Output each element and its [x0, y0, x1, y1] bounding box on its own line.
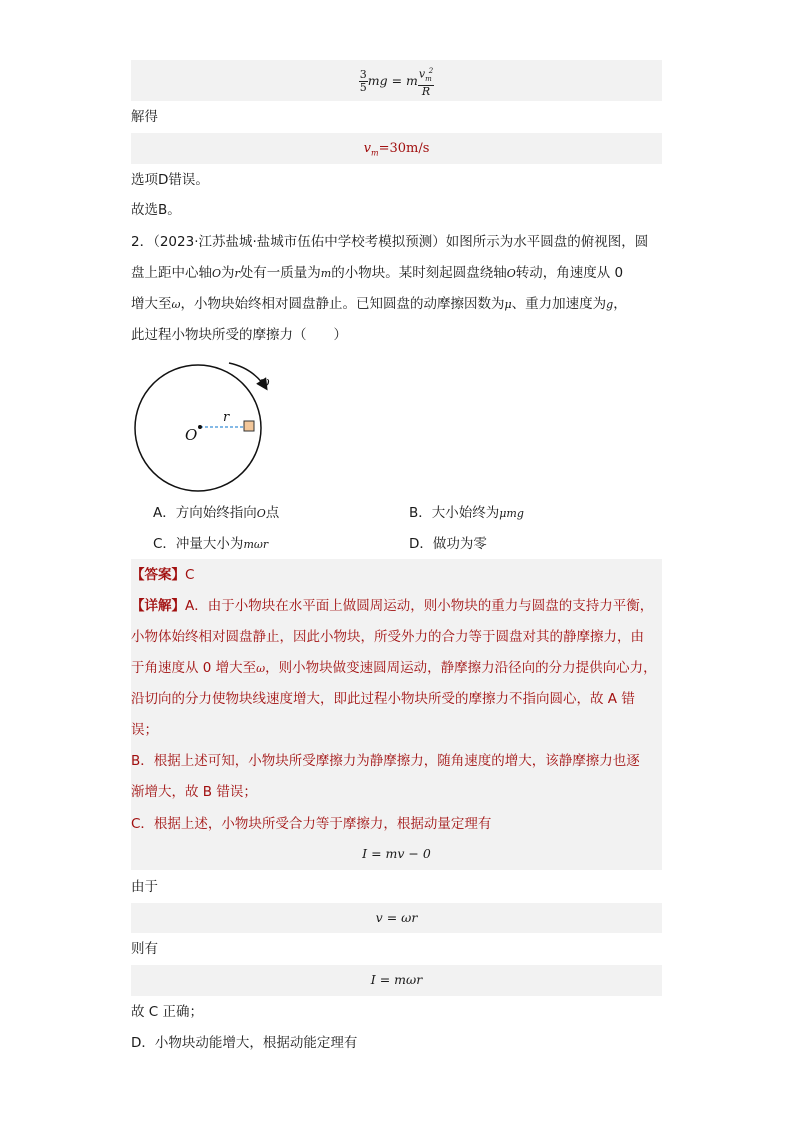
option-d[interactable]: D．做功为零 [409, 536, 487, 552]
formula-v-omega-r: v = ωr [375, 910, 418, 925]
text-d-kinetic: D．小物块动能增大，根据动能定理有 [131, 1035, 358, 1051]
text-option-d-wrong: 选项D错误。 [131, 172, 209, 188]
answer-line: 【答案】C [131, 567, 195, 583]
question-2-line-1: 2．（2023·江苏盐城·盐城市伍佑中学校考模拟预测）如图所示为水平圆盘的俯视图，圆 [131, 234, 649, 250]
omega-label: ω [259, 375, 270, 390]
text-jiede: 解得 [131, 109, 158, 125]
text-c-correct: 故 C 正确； [131, 1004, 204, 1020]
formula-vm: $v_m=30m/s$ [363, 141, 430, 158]
detail-line-6: B．根据上述可知，小物块所受摩擦力为静摩擦力，随角速度的增大，该静摩擦力也逐 [131, 753, 640, 769]
formula-centripetal: $\frac{3}{5}$ mg = m $\frac{v_m^2}{R}$ [359, 67, 434, 98]
text-choose-b: 故选B。 [131, 202, 181, 218]
text-zeyou: 则有 [131, 941, 158, 957]
detail-line-7: 渐增大，故 B 错误； [131, 784, 257, 800]
detail-line-3: 于角速度从 0 增大至ω，则小物块做变速圆周运动，静摩擦力沿径向的分力提供向心力， [131, 660, 657, 676]
question-2-line-3: 增大至ω，小物块始终相对圆盘静止。已知圆盘的动摩擦因数为μ、重力加速度为g， [131, 296, 627, 312]
disc-figure [128, 358, 288, 498]
option-b[interactable]: B．大小始终为μmg [409, 505, 524, 521]
question-2-line-2: 盘上距中心轴O为r处有一质量为m的小物块。某时刻起圆盘绕轴O转动，角速度从 0 [131, 265, 624, 281]
detail-line-8: C．根据上述，小物块所受合力等于摩擦力，根据动量定理有 [131, 816, 492, 832]
detail-line-1: 【详解】A．由于小物块在水平面上做圆周运动，则小物块的重力与圆盘的支持力平衡， [131, 598, 654, 614]
radius-label: r [223, 410, 230, 425]
formula-impulse: I = mv − 0 [362, 846, 431, 861]
small-block [244, 421, 254, 431]
center-dot [198, 425, 202, 429]
fraction-three-fifths: $\frac{3}{5}$ [359, 68, 367, 94]
text-youyu: 由于 [131, 879, 158, 895]
option-c[interactable]: C．冲量大小为mωr [153, 536, 269, 552]
disc-circle [135, 365, 261, 491]
center-label: O [185, 426, 198, 444]
option-a[interactable]: A．方向始终指向O点 [153, 505, 280, 521]
detail-line-2: 小物体始终相对圆盘静止，因此小物块，所受外力的合力等于圆盘对其的静摩擦力，由 [131, 629, 644, 645]
question-2-line-4: 此过程小物块所受的摩擦力（ ） [131, 327, 347, 343]
detail-line-4: 沿切向的分力使物块线速度增大，即此过程小物块所受的摩擦力不指向圆心，故 A 错 [131, 691, 635, 707]
formula-impulse-result: I = mωr [370, 972, 423, 987]
fraction-v-squared-over-r: $\frac{v_m^2}{R}$ [418, 67, 434, 98]
detail-line-5: 误； [131, 722, 158, 738]
